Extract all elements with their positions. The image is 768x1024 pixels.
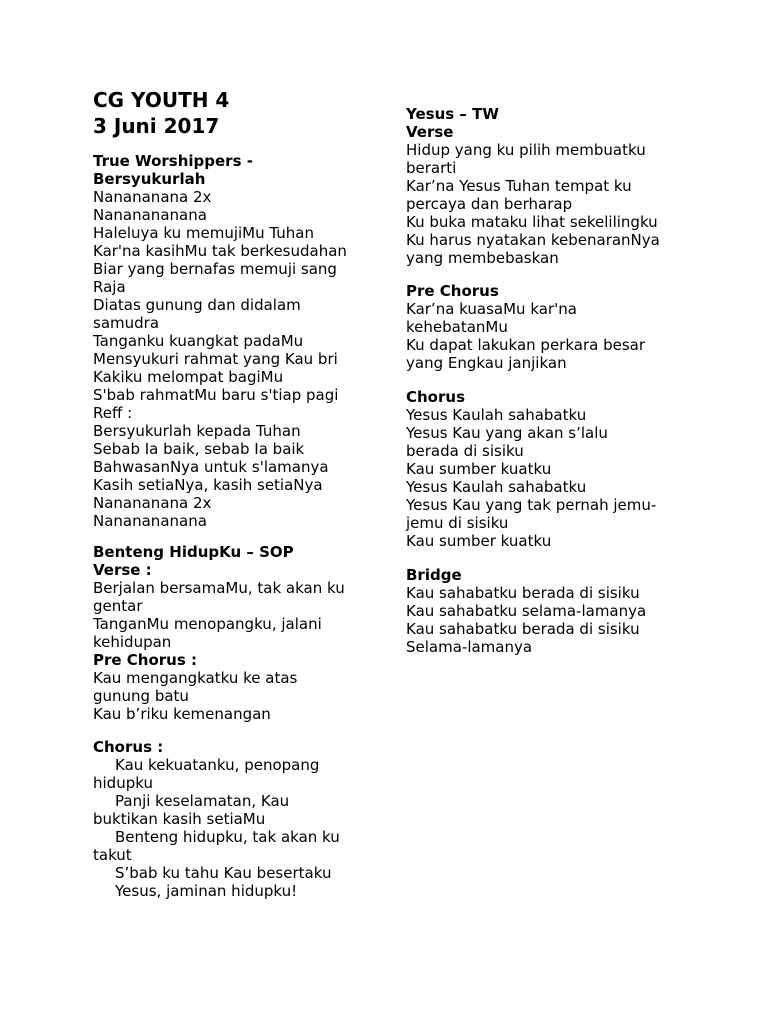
lyric-line: Bersyukurlah kepada Tuhan [93, 422, 301, 440]
lyric-line: Kau kekuatanku, penopang [115, 756, 320, 774]
lyric-line: Yesus, jaminan hidupku! [115, 882, 298, 900]
lyric-line: gunung batu [93, 687, 189, 705]
lyric-line: Nanananana 2x [93, 188, 212, 206]
lyric-line: S’bab ku tahu Kau besertaku [115, 864, 332, 882]
song-title: True Worshippers - [93, 152, 253, 170]
song-true-worshippers [93, 152, 347, 530]
lyric-line: Sebab Ia baik, sebab Ia baik [93, 440, 305, 458]
song-title: Benteng HidupKu – SOP [93, 543, 294, 561]
lyric-line: takut [93, 846, 132, 864]
lyric-line: Kau sahabatku selama-lamanya [406, 602, 647, 620]
lyric-line: Nananananana [93, 512, 207, 530]
song-benteng-hidupku [93, 543, 345, 723]
lyric-line: percaya dan berharap [406, 195, 573, 213]
lyric-line: berada di sisiku [406, 442, 524, 460]
lyric-line: Diatas gunung dan didalam [93, 296, 301, 314]
lyric-line: Tanganku kuangkat padaMu [93, 332, 304, 350]
song-benteng-hidupku-chorus [93, 738, 340, 900]
lyric-line: Yesus Kau yang tak pernah jemu- [406, 496, 657, 514]
lyric-line: Kau mengangkatku ke atas [93, 669, 298, 687]
lyric-line: Kau sahabatku berada di sisiku [406, 620, 640, 638]
document-header [93, 87, 229, 139]
lyric-line: Berjalan bersamaMu, tak akan ku [93, 579, 345, 597]
section-label-chorus: Chorus : [93, 738, 164, 756]
section-label-pre-chorus: Pre Chorus [406, 282, 499, 300]
lyric-line: Ku harus nyatakan kebenaranNya [406, 231, 660, 249]
lyric-line: gentar [93, 597, 143, 615]
lyric-line: jemu di sisiku [406, 514, 509, 532]
lyric-line: kehidupan [93, 633, 172, 651]
lyric-line: Kau b’riku kemenangan [93, 705, 271, 723]
lyric-line: Selama-lamanya [406, 638, 533, 656]
lyric-line: hidupku [93, 774, 153, 792]
lyric-line: Kar'na kasihMu tak berkesudahan [93, 242, 347, 260]
lyric-line: Nananananana [93, 206, 207, 224]
song-title: Yesus – TW [406, 105, 499, 123]
section-label-pre-chorus: Pre Chorus : [93, 651, 198, 669]
song-yesus-chorus [406, 388, 656, 550]
lyric-line: BahwasanNya untuk s'lamanya [93, 458, 329, 476]
lyric-line: Nanananana 2x [93, 494, 212, 512]
lyric-line: yang membebaskan [406, 249, 559, 267]
lyric-line: Kasih setiaNya, kasih setiaNya [93, 476, 323, 494]
lyric-line: Kau sumber kuatku [406, 532, 552, 550]
lyric-line: samudra [93, 314, 160, 332]
song-title: Bersyukurlah [93, 170, 206, 188]
lyric-line: Biar yang bernafas memuji sang [93, 260, 337, 278]
lyric-line: Kar’na Yesus Tuhan tempat ku [406, 177, 632, 195]
lyric-line: Panji keselamatan, Kau [115, 792, 290, 810]
lyric-line: Kau sumber kuatku [406, 460, 552, 478]
lyric-line: Kau sahabatku berada di sisiku [406, 584, 640, 602]
section-label-bridge: Bridge [406, 566, 462, 584]
lyric-line: Kakiku melompat bagiMu [93, 368, 284, 386]
lyric-line: Yesus Kau yang akan s’lalu [406, 424, 608, 442]
song-yesus-tw [406, 105, 660, 267]
lyric-line: berarti [406, 159, 457, 177]
lyric-line: TanganMu menopangku, jalani [93, 615, 322, 633]
lyric-line: Haleluya ku memujiMu Tuhan [93, 224, 314, 242]
lyric-line: Ku dapat lakukan perkara besar [406, 336, 646, 354]
lyric-line: Yesus Kaulah sahabatku [406, 478, 587, 496]
lyric-line: Mensyukuri rahmat yang Kau bri [93, 350, 338, 368]
lyric-line: Kar’na kuasaMu kar'na [406, 300, 577, 318]
lyric-line: Benteng hidupku, tak akan ku [115, 828, 340, 846]
document-date: 3 Juni 2017 [93, 114, 220, 138]
lyric-line: Hidup yang ku pilih membuatku [406, 141, 646, 159]
lyric-line: Raja [93, 278, 126, 296]
section-label-chorus: Chorus [406, 388, 465, 406]
section-label-verse: Verse : [93, 561, 152, 579]
lyric-line: Ku buka mataku lihat sekelilingku [406, 213, 658, 231]
song-yesus-bridge [406, 566, 646, 656]
document-title: CG YOUTH 4 [93, 88, 230, 112]
song-yesus-pre-chorus [406, 282, 645, 372]
lyric-line: kehebatanMu [406, 318, 508, 336]
lyric-line: Reff : [93, 404, 133, 422]
lyric-line: S'bab rahmatMu baru s'tiap pagi [93, 386, 339, 404]
section-label-verse: Verse [406, 123, 454, 141]
lyric-line: yang Engkau janjikan [406, 354, 567, 372]
lyric-line: Yesus Kaulah sahabatku [406, 406, 587, 424]
lyric-line: buktikan kasih setiaMu [93, 810, 266, 828]
